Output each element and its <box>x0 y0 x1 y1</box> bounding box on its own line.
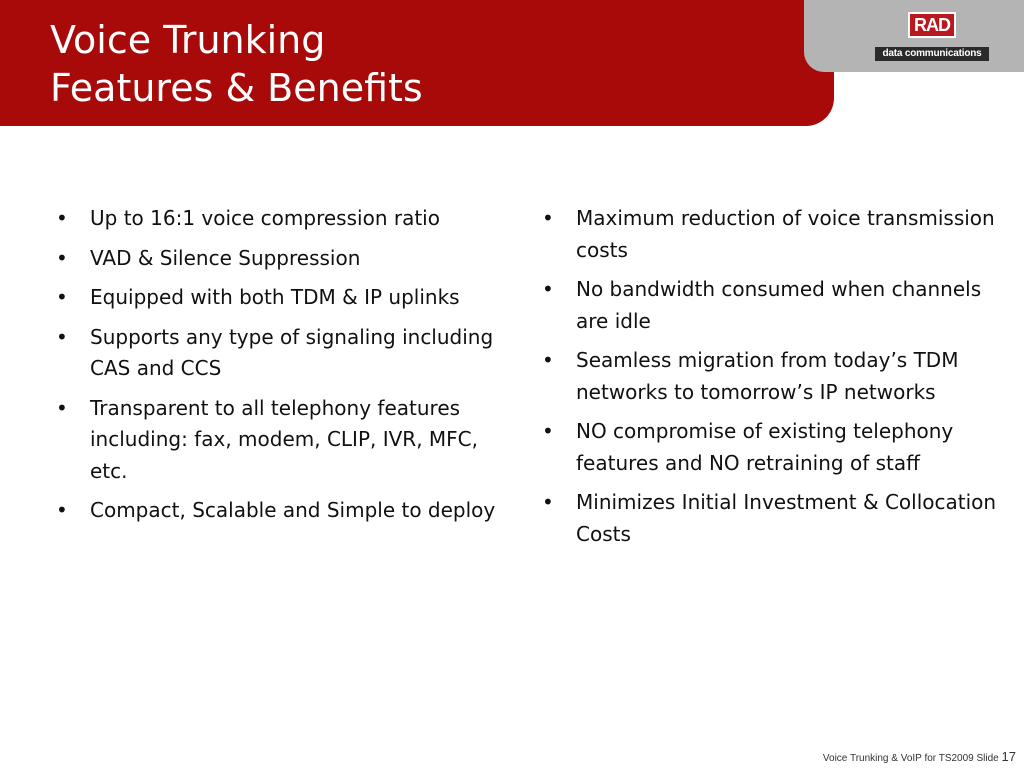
feature-text: Compact, Scalable and Simple to deploy <box>90 498 496 522</box>
feature-item <box>56 282 516 314</box>
rad-logo <box>804 0 1024 72</box>
title-banner <box>0 0 834 126</box>
features-list <box>56 203 516 535</box>
feature-item <box>56 495 516 527</box>
benefit-text: Minimizes Initial Investment & Collocation Costs <box>576 490 997 546</box>
feature-item <box>56 203 516 235</box>
slide-title-line-1: Voice Trunking <box>50 18 326 62</box>
slide-footer <box>823 749 1016 764</box>
feature-text: Supports any type of signaling including CAS and CCS <box>90 324 494 380</box>
benefit-text: Seamless migration from today’s TDM networks to tomorrow’s IP networks <box>576 348 959 404</box>
bullet-icon: • <box>542 206 554 230</box>
feature-text: Up to 16:1 voice compression ratio <box>90 206 440 230</box>
benefits-list <box>542 203 1012 558</box>
bullet-icon: • <box>56 498 68 522</box>
bullet-icon: • <box>56 285 68 309</box>
rad-logo-subtitle: data communications <box>875 47 989 61</box>
feature-item <box>56 243 516 275</box>
slide-title <box>50 16 423 112</box>
bullet-icon: • <box>56 245 68 270</box>
rad-logo-mark: RAD <box>908 12 956 38</box>
feature-text: Transparent to all telephony features including: fax, modem, CLIP, IVR, MFC, etc. <box>90 395 478 483</box>
feature-item <box>56 393 516 488</box>
bullet-icon: • <box>542 490 554 514</box>
bullet-icon: • <box>56 206 68 230</box>
bullet-icon: • <box>542 419 554 443</box>
bullet-icon: • <box>56 395 68 420</box>
bullet-icon: • <box>56 324 68 349</box>
benefit-item <box>542 203 1012 266</box>
slide-title-line-2: Features & Benefits <box>50 66 423 110</box>
feature-text: VAD & Silence Suppression <box>90 245 361 270</box>
slide-number: 17 <box>1001 749 1016 764</box>
benefit-item <box>542 274 1012 337</box>
feature-text: Equipped with both TDM & IP uplinks <box>90 285 460 309</box>
bullet-icon: • <box>542 277 554 301</box>
footer-text: Voice Trunking & VoIP for TS2009 Slide <box>822 753 1002 764</box>
benefit-item <box>542 416 1012 479</box>
benefit-text: Maximum reduction of voice transmission costs <box>576 206 995 262</box>
benefit-item <box>542 487 1012 550</box>
feature-item <box>56 322 516 385</box>
benefit-text: No bandwidth consumed when channels are idle <box>576 277 982 333</box>
benefit-text: NO compromise of existing telephony features and NO retraining of staff <box>576 419 954 475</box>
bullet-icon: • <box>542 348 554 372</box>
benefit-item <box>542 345 1012 408</box>
